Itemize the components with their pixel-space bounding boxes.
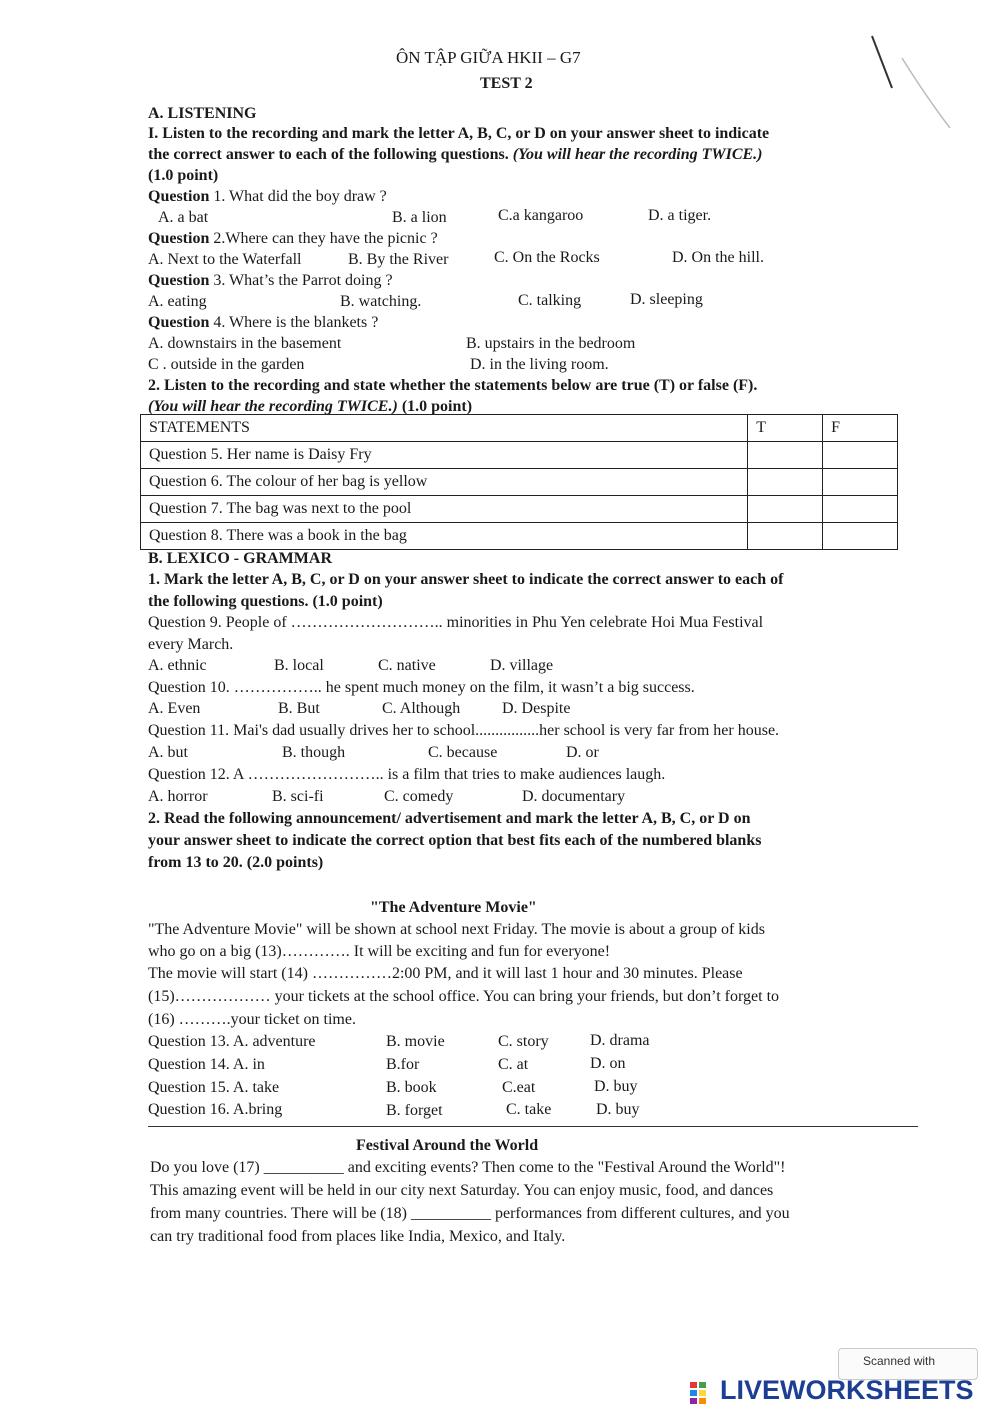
true-false-table bbox=[140, 414, 898, 550]
b-part2-instruction-line3: from 13 to 20. (2.0 points) bbox=[148, 854, 324, 871]
passage1-line: The movie will start (14) ……………2:00 PM, and it will last 1 hour and 30 minutes. Please bbox=[148, 965, 743, 982]
q16-option-b: B. forget bbox=[386, 1102, 443, 1119]
q13-option-c: C. story bbox=[498, 1033, 549, 1050]
q10-option-d: D. Despite bbox=[502, 700, 571, 717]
q14-option-b: B.for bbox=[386, 1056, 420, 1073]
q1-option-c: C.a kangaroo bbox=[498, 207, 584, 224]
answer-cell-t[interactable] bbox=[748, 523, 823, 550]
q3-option-a: A. eating bbox=[148, 293, 207, 310]
answer-cell-f[interactable] bbox=[823, 469, 898, 496]
passage2-line: can try traditional food from places like India, Mexico, and Italy. bbox=[150, 1228, 566, 1245]
passage1-title: "The Adventure Movie" bbox=[370, 899, 537, 916]
question-4: Question 4. Where is the blankets ? bbox=[148, 314, 379, 331]
question-13: Question 13. A. adventure bbox=[148, 1033, 316, 1050]
q4-option-a: A. downstairs in the basement bbox=[148, 335, 342, 352]
b-part1-instruction-line2: the following questions. (1.0 point) bbox=[148, 593, 383, 610]
q2-option-a: A. Next to the Waterfall bbox=[148, 251, 302, 268]
header-true: T bbox=[748, 415, 823, 442]
q12-option-c: C. comedy bbox=[384, 788, 454, 805]
q2-option-b: B. By the River bbox=[348, 251, 449, 268]
answer-cell-f[interactable] bbox=[823, 496, 898, 523]
q1-option-d: D. a tiger. bbox=[648, 207, 712, 224]
answer-cell-f[interactable] bbox=[823, 523, 898, 550]
page-curl-mark bbox=[862, 28, 952, 138]
q10-option-c: C. Although bbox=[382, 700, 461, 717]
question-15: Question 15. A. take bbox=[148, 1079, 280, 1096]
passage1-line: "The Adventure Movie" will be shown at school next Friday. The movie is about a group of kids bbox=[148, 921, 765, 938]
q13-option-b: B. movie bbox=[386, 1033, 445, 1050]
passage1-line: who go on a big (13)…………. It will be exciting and fun for everyone! bbox=[148, 943, 611, 960]
scanned-with-text: Scanned with bbox=[863, 1354, 936, 1368]
page-subtitle: TEST 2 bbox=[480, 75, 533, 92]
header-false: F bbox=[823, 415, 898, 442]
part1-instruction-line1: I. Listen to the recording and mark the letter A, B, C, or D on your answer sheet to indicate bbox=[148, 125, 770, 142]
q10-option-a: A. Even bbox=[148, 700, 201, 717]
question-16: Question 16. A.bring bbox=[148, 1101, 283, 1118]
liveworksheets-logo-icon bbox=[690, 1382, 716, 1404]
section-divider bbox=[148, 1126, 918, 1127]
question-1: Question 1. What did the boy draw ? bbox=[148, 188, 387, 205]
q3-option-c: C. talking bbox=[518, 292, 582, 309]
passage2-line: from many countries. There will be (18) __________ performances from different cultures, and you bbox=[150, 1205, 790, 1222]
q15-option-c: C.eat bbox=[502, 1079, 536, 1096]
question-9-line2: every March. bbox=[148, 636, 234, 653]
question-12: Question 12. A …………………….. is a film that tries to make audiences laugh. bbox=[148, 766, 666, 783]
passage1-line: (16) ……….your ticket on time. bbox=[148, 1011, 356, 1028]
q13-option-d: D. drama bbox=[590, 1032, 650, 1049]
q2-option-d: D. On the hill. bbox=[672, 249, 764, 266]
question-9-line1: Question 9. People of ……………………….. minorities in Phu Yen celebrate Hoi Mua Festival bbox=[148, 614, 764, 631]
q4-option-b: B. upstairs in the bedroom bbox=[466, 335, 636, 352]
statement-5: Question 5. Her name is Daisy Fry bbox=[141, 442, 748, 469]
q3-option-b: B. watching. bbox=[340, 293, 422, 310]
b-part2-instruction-line2: your answer sheet to indicate the correct option that best fits each of the numbered blanks bbox=[148, 832, 762, 849]
q1-option-b: B. a lion bbox=[392, 209, 447, 226]
b-part2-instruction-line1: 2. Read the following announcement/ advertisement and mark the letter A, B, C, or D on bbox=[148, 810, 751, 827]
q14-option-d: D. on bbox=[590, 1055, 626, 1072]
answer-cell-t[interactable] bbox=[748, 469, 823, 496]
question-14: Question 14. A. in bbox=[148, 1056, 265, 1073]
q11-option-a: A. but bbox=[148, 744, 188, 761]
q16-option-c: C. take bbox=[506, 1101, 552, 1118]
page-title: ÔN TẬP GIỮA HKII – G7 bbox=[396, 48, 581, 67]
q1-option-a: A. a bat bbox=[158, 209, 209, 226]
header-statements: STATEMENTS bbox=[141, 415, 748, 442]
part1-instruction-bold: the correct answer to each of the following questions. bbox=[148, 146, 509, 163]
q9-option-a: A. ethnic bbox=[148, 657, 207, 674]
section-b-heading: B. LEXICO - GRAMMAR bbox=[148, 550, 332, 567]
passage2-line: This amazing event will be held in our city next Saturday. You can enjoy music, food, and dances bbox=[150, 1182, 774, 1199]
q15-option-b: B. book bbox=[386, 1079, 437, 1096]
q2-option-c: C. On the Rocks bbox=[494, 249, 600, 266]
q11-option-b: B. though bbox=[282, 744, 346, 761]
q4-option-d: D. in the living room. bbox=[470, 356, 609, 373]
answer-cell-t[interactable] bbox=[748, 442, 823, 469]
passage2-line: Do you love (17) __________ and exciting events? Then come to the "Festival Around the World"! bbox=[150, 1159, 786, 1176]
q12-option-a: A. horror bbox=[148, 788, 208, 805]
question-3: Question 3. What’s the Parrot doing ? bbox=[148, 272, 393, 289]
question-11: Question 11. Mai's dad usually drives her to school................her school is very far from her house. bbox=[148, 722, 780, 739]
q9-option-d: D. village bbox=[490, 657, 554, 674]
statement-7: Question 7. The bag was next to the pool bbox=[141, 496, 748, 523]
q14-option-c: C. at bbox=[498, 1056, 529, 1073]
part2-instruction-points: (1.0 point) bbox=[401, 398, 473, 415]
q4-option-c: C . outside in the garden bbox=[148, 356, 305, 373]
part2-instruction-line1: 2. Listen to the recording and state whether the statements below are true (T) or false (F). bbox=[148, 377, 758, 394]
table-row bbox=[141, 496, 898, 523]
section-a-heading: A. LISTENING bbox=[148, 105, 257, 122]
answer-cell-t[interactable] bbox=[748, 496, 823, 523]
q12-option-d: D. documentary bbox=[522, 788, 626, 805]
b-part1-instruction-line1: 1. Mark the letter A, B, C, or D on your answer sheet to indicate the correct answer to each of bbox=[148, 571, 784, 588]
passage2-title: Festival Around the World bbox=[356, 1137, 539, 1154]
part2-instruction-italic: (You will hear the recording TWICE.) bbox=[148, 398, 398, 415]
q12-option-b: B. sci-fi bbox=[272, 788, 324, 805]
q9-option-c: C. native bbox=[378, 657, 436, 674]
part1-instruction-italic: (You will hear the recording TWICE.) bbox=[512, 146, 763, 163]
question-10: Question 10. …………….. he spent much money on the film, it wasn’t a big success. bbox=[148, 679, 695, 696]
statement-6: Question 6. The colour of her bag is yellow bbox=[141, 469, 748, 496]
q10-option-b: B. But bbox=[278, 700, 320, 717]
table-header-row bbox=[141, 415, 898, 442]
question-2: Question 2.Where can they have the picnic ? bbox=[148, 230, 438, 247]
statement-8: Question 8. There was a book in the bag bbox=[141, 523, 748, 550]
part1-points: (1.0 point) bbox=[148, 167, 219, 184]
q9-option-b: B. local bbox=[274, 657, 324, 674]
table-row bbox=[141, 442, 898, 469]
liveworksheets-brand: LIVEWORKSHEETS bbox=[720, 1375, 974, 1405]
passage1-line: (15)……………… your tickets at the school office. You can bring your friends, but don’t forget to bbox=[148, 988, 780, 1005]
q16-option-d: D. buy bbox=[596, 1101, 640, 1118]
table-row bbox=[141, 469, 898, 496]
q15-option-d: D. buy bbox=[594, 1078, 638, 1095]
answer-cell-f[interactable] bbox=[823, 442, 898, 469]
part1-instruction-line2 bbox=[148, 145, 763, 165]
table-row bbox=[141, 523, 898, 550]
q11-option-c: C. because bbox=[428, 744, 498, 761]
q3-option-d: D. sleeping bbox=[630, 291, 703, 308]
q11-option-d: D. or bbox=[566, 744, 599, 761]
